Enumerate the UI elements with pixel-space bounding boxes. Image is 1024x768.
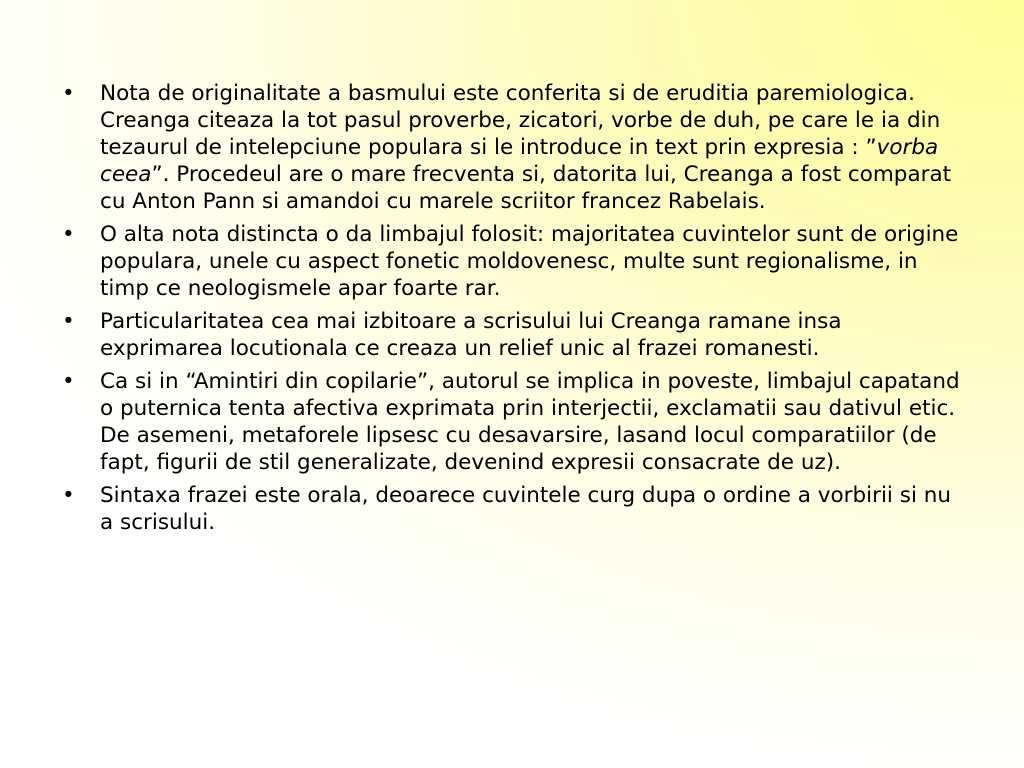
bullet-text-5: Sintaxa frazei este orala, deoarece cuvintele curg dupa o ordine a vorbirii si nu a scrisului. [100, 483, 952, 535]
bullet-dot-icon: • [62, 309, 75, 334]
bullet-item-3 [60, 308, 968, 362]
bullet-dot-icon: • [62, 222, 75, 247]
bullet-list [60, 80, 968, 542]
bullet-dot-icon: • [62, 81, 75, 106]
bullet-item-5 [60, 482, 968, 536]
bullet-text-3: Particularitatea cea mai izbitoare a scrisului lui Creanga ramane insa exprimarea locutionala ce creaza un relief unic al frazei romanesti. [100, 309, 842, 361]
bullet-text-1-end: ”. Procedeul are o mare frecventa si, datorita lui, Creanga a fost comparat cu Anton Pann si amandoi cu marele scriitor francez Rabelais. [100, 162, 952, 214]
bullet-text-2: O alta nota distincta o da limbajul folosit: majoritatea cuvintelor sunt de origine populara, unele cu aspect fonetic moldovenesc, multe sunt regionalisme, in timp ce neologismele apar foarte rar. [100, 222, 959, 301]
bullet-text-1-start: Nota de originalitate a basmului este conferita si de eruditia paremiologica. Creanga citeaza la tot pasul proverbe, zicatori, vorbe de duh, pe care le ia din tezaurul de intelepciune populara si le introduce in text prin expresia : ” [100, 81, 941, 160]
bullet-item-4 [60, 368, 968, 476]
bullet-item-2 [60, 221, 968, 302]
bullet-item-1 [60, 80, 968, 215]
bullet-dot-icon: • [62, 483, 75, 508]
bullet-text-1-quote: vorba ceea [100, 135, 939, 187]
bullet-dot-icon: • [62, 369, 75, 394]
bullet-text-4: Ca si in “Amintiri din copilarie”, autorul se implica in poveste, limbajul capatand o puternica tenta afectiva exprimata prin interjectii, exclamatii sau dativul etic. De asemeni, metaforele lipsesc cu desavarsire, lasand locul comparatiilor (de fapt, figurii de stil generalizate, devenind expresii consacrate de uz). [100, 369, 960, 475]
